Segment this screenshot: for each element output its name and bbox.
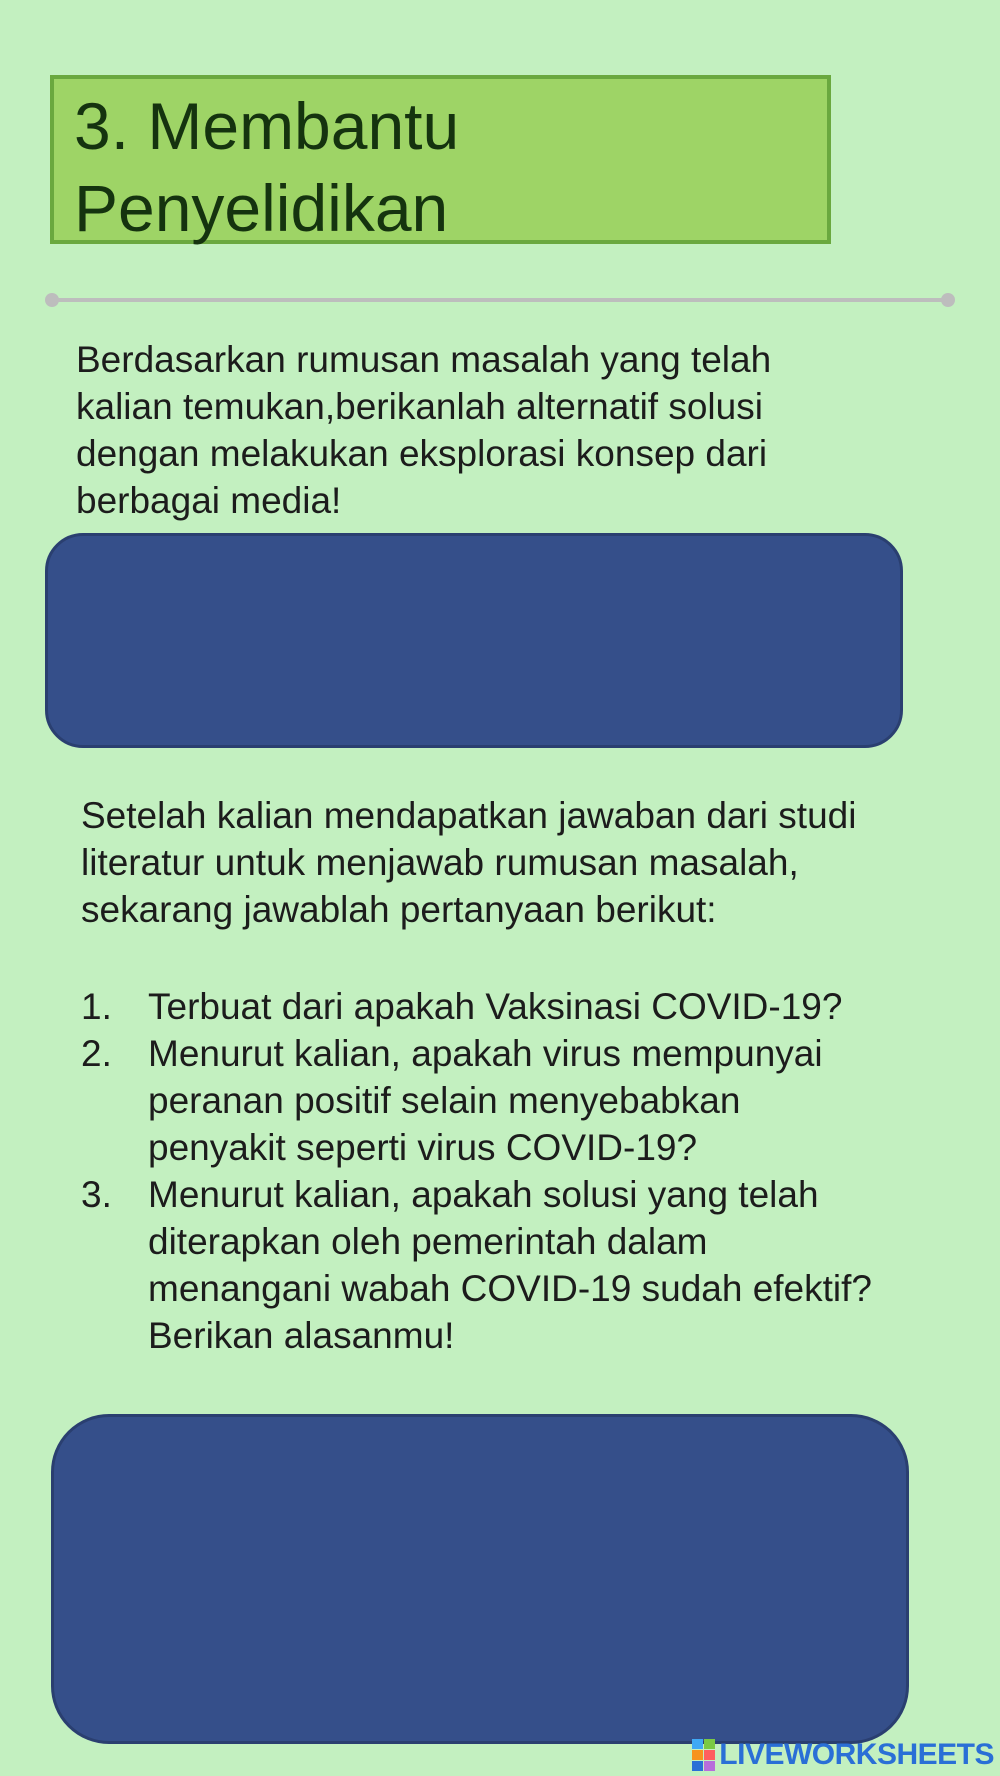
question-number: 2. [81,1033,112,1074]
answer-field-1[interactable] [45,533,903,748]
question-list [81,983,881,1359]
answer-field-2[interactable] [51,1414,909,1744]
divider-line [52,298,948,302]
question-text: Menurut kalian, apakah solusi yang telah diterapkan oleh pemerintah dalam menangani wabah COVID-19 sudah efektif? Berikan alasanmu! [148,1174,872,1356]
question-text: Menurut kalian, apakah virus mempunyai peranan positif selain menyebabkan penyakit seperti virus COVID-19? [148,1033,823,1168]
liveworksheets-logo-icon [692,1739,715,1771]
section-title: 3. Membantu Penyelidikan [74,89,460,245]
question-item [81,983,881,1030]
brand-name: LIVEWORKSHEETS [719,1738,994,1771]
question-item [81,1171,881,1359]
section-title-box [50,75,831,244]
liveworksheets-brand [692,1739,994,1771]
instruction-text-1: Berdasarkan rumusan masalah yang telah kalian temukan,berikanlah alternatif solusi dengan melakukan eksplorasi konsep dari berbagai media! [76,339,772,521]
question-number: 3. [81,1174,112,1215]
question-item [81,1030,881,1171]
question-number: 1. [81,986,112,1027]
divider-right-dot [941,293,955,307]
instruction-text-2: Setelah kalian mendapatkan jawaban dari studi literatur untuk menjawab rumusan masalah, sekarang jawablah pertanyaan berikut: [81,795,857,930]
question-text: Terbuat dari apakah Vaksinasi COVID-19? [148,986,843,1027]
